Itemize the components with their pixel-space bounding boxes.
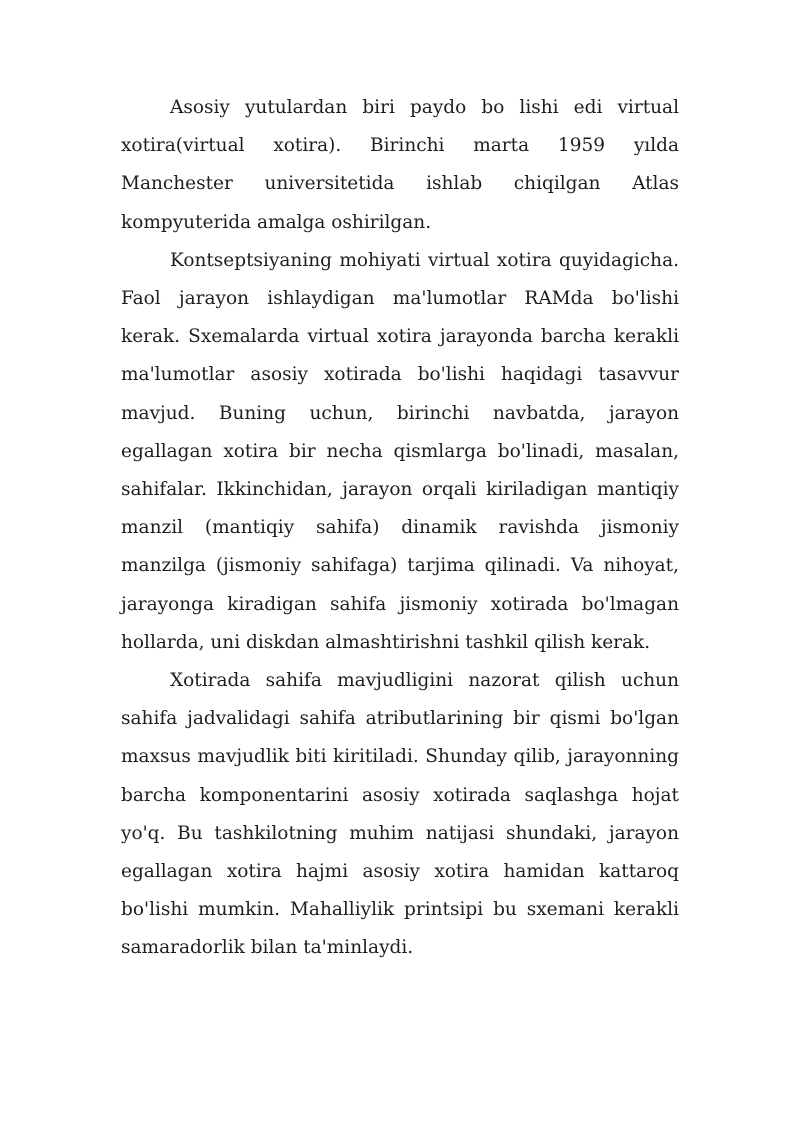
paragraph-virtual-memory-history: Asosiy yutulardan biri paydo bo lishi edi virtual xotira(virtual xotira). Birinchi marta 1959 yılda Manchester universitetida ishlab chiqilgan Atlas kompyuterida amalga oshirilgan.: [121, 97, 679, 233]
document-page: [121, 89, 679, 968]
paragraph-page-presence-control: Xotirada sahifa mavjudligini nazorat qilish uchun sahifa jadvalidagi sahifa atributlarining bir qismi bo'lgan maxsus mavjudlik biti kiritiladi. Shunday qilib, jarayonning barcha komponentarini asosiy xotirada saqlashga hojat yo'q. Bu tashkilotning muhim natijasi shundaki, jarayon egallagan xotira hajmi asosiy xotira hamidan kattaroq bo'lishi mumkin. Mahalliylik printsipi bu sxemani kerakli samaradorlik bilan ta'minlaydi.: [121, 670, 679, 959]
paragraph-virtual-memory-concept: Kontseptsiyaning mohiyati virtual xotira quyidagicha. Faol jarayon ishlaydigan ma'lumotlar RAMda bo'lishi kerak. Sxemalarda virtual xotira jarayonda barcha kerakli ma'lumotlar asosiy xotirada bo'lishi haqidagi tasavvur mavjud. Buning uchun, birinchi navbatda, jarayon egallagan xotira bir necha qismlarga bo'linadi, masalan, sahifalar. Ikkinchidan, jarayon orqali kiriladigan mantiqiy manzil (mantiqiy sahifa) dinamik ravishda jismoniy manzilga (jismoniy sahifaga) tarjima qilinadi. Va nihoyat, jarayonga kiradigan sahifa jismoniy xotirada bo'lmagan hollarda, uni diskdan almashtirishni tashkil qilish kerak.: [121, 249, 679, 653]
